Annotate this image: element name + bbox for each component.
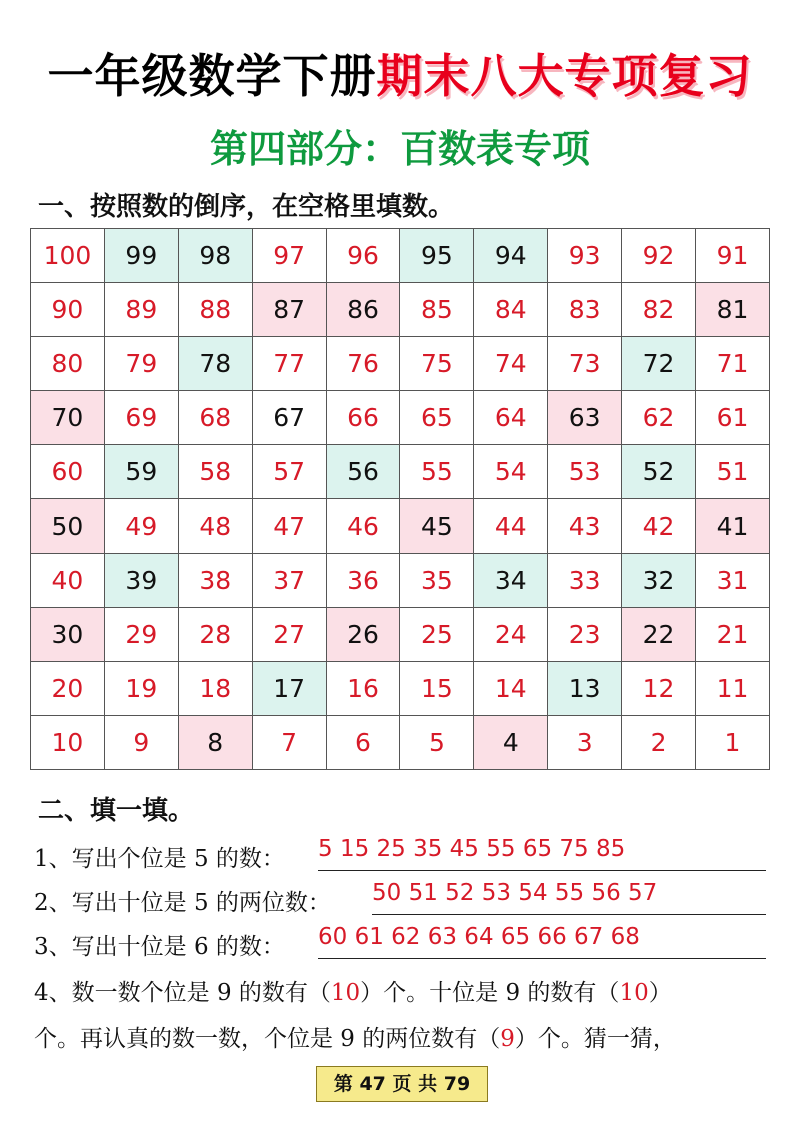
q5-text-2: ）个。猜一猜， <box>514 1026 676 1052</box>
grid-cell: 34 <box>474 553 548 607</box>
grid-cell: 22 <box>622 607 696 661</box>
grid-cell: 82 <box>622 283 696 337</box>
grid-cell: 35 <box>400 553 474 607</box>
title-part1: 一年级数学下册 <box>47 49 377 103</box>
grid-cell: 24 <box>474 607 548 661</box>
grid-cell: 89 <box>104 283 178 337</box>
grid-cell: 4 <box>474 715 548 769</box>
grid-cell: 6 <box>326 715 400 769</box>
grid-cell: 33 <box>548 553 622 607</box>
grid-cell: 94 <box>474 229 548 283</box>
grid-cell: 58 <box>178 445 252 499</box>
grid-cell: 97 <box>252 229 326 283</box>
grid-cell: 66 <box>326 391 400 445</box>
grid-cell: 54 <box>474 445 548 499</box>
grid-cell: 29 <box>104 607 178 661</box>
hundred-chart-table <box>30 228 770 770</box>
section-2-heading: 二、填一填。 <box>38 796 195 826</box>
grid-cell: 19 <box>104 661 178 715</box>
grid-cell: 2 <box>622 715 696 769</box>
grid-cell: 52 <box>622 445 696 499</box>
grid-cell: 98 <box>178 229 252 283</box>
grid-cell: 43 <box>548 499 622 553</box>
grid-cell: 48 <box>178 499 252 553</box>
answer-3: 60 61 62 63 64 65 66 67 68 <box>318 924 766 959</box>
grid-cell: 15 <box>400 661 474 715</box>
grid-cell: 81 <box>696 283 770 337</box>
grid-cell: 99 <box>104 229 178 283</box>
grid-cell: 75 <box>400 337 474 391</box>
grid-cell: 7 <box>252 715 326 769</box>
grid-cell: 88 <box>178 283 252 337</box>
grid-cell: 90 <box>31 283 105 337</box>
grid-row <box>31 445 770 499</box>
grid-cell: 73 <box>548 337 622 391</box>
grid-cell: 42 <box>622 499 696 553</box>
grid-cell: 69 <box>104 391 178 445</box>
section-1-heading: 一、按照数的倒序，在空格里填数。 <box>38 192 455 222</box>
grid-cell: 78 <box>178 337 252 391</box>
question-3: 3、写出十位是 6 的数： <box>34 934 285 960</box>
grid-cell: 74 <box>474 337 548 391</box>
grid-cell: 67 <box>252 391 326 445</box>
grid-cell: 56 <box>326 445 400 499</box>
page-subtitle: 第四部分：百数表专项 <box>209 127 590 171</box>
grid-cell: 55 <box>400 445 474 499</box>
grid-cell: 5 <box>400 715 474 769</box>
page-title <box>0 40 800 106</box>
grid-cell: 38 <box>178 553 252 607</box>
grid-cell: 21 <box>696 607 770 661</box>
grid-cell: 92 <box>622 229 696 283</box>
grid-cell: 13 <box>548 661 622 715</box>
grid-row <box>31 553 770 607</box>
grid-cell: 68 <box>178 391 252 445</box>
grid-cell: 80 <box>31 337 105 391</box>
grid-row <box>31 715 770 769</box>
grid-cell: 70 <box>31 391 105 445</box>
hundred-chart-body <box>31 229 770 770</box>
grid-cell: 45 <box>400 499 474 553</box>
grid-cell: 85 <box>400 283 474 337</box>
grid-cell: 57 <box>252 445 326 499</box>
answer-2: 50 51 52 53 54 55 56 57 <box>372 880 766 915</box>
question-1: 1、写出个位是 5 的数： <box>34 846 285 872</box>
grid-cell: 71 <box>696 337 770 391</box>
grid-cell: 63 <box>548 391 622 445</box>
grid-cell: 1 <box>696 715 770 769</box>
grid-row <box>31 229 770 283</box>
question-2: 2、写出十位是 5 的两位数： <box>34 890 331 916</box>
grid-cell: 36 <box>326 553 400 607</box>
grid-cell: 14 <box>474 661 548 715</box>
grid-cell: 32 <box>622 553 696 607</box>
title-part2: 期末八大专项复习 <box>376 49 753 103</box>
grid-cell: 83 <box>548 283 622 337</box>
grid-cell: 72 <box>622 337 696 391</box>
grid-cell: 59 <box>104 445 178 499</box>
grid-cell: 47 <box>252 499 326 553</box>
grid-cell: 64 <box>474 391 548 445</box>
grid-cell: 31 <box>696 553 770 607</box>
q4-text-2: ）个。十位是 9 的数有（ <box>360 980 620 1006</box>
grid-cell: 28 <box>178 607 252 661</box>
q5-text-1: 个。再认真的数一数，个位是 9 的两位数有（ <box>34 1026 501 1052</box>
grid-row <box>31 607 770 661</box>
grid-cell: 11 <box>696 661 770 715</box>
grid-cell: 95 <box>400 229 474 283</box>
grid-cell: 62 <box>622 391 696 445</box>
grid-cell: 96 <box>326 229 400 283</box>
grid-cell: 8 <box>178 715 252 769</box>
grid-cell: 100 <box>31 229 105 283</box>
grid-cell: 87 <box>252 283 326 337</box>
grid-cell: 77 <box>252 337 326 391</box>
grid-cell: 50 <box>31 499 105 553</box>
grid-cell: 84 <box>474 283 548 337</box>
q5-answer-1: 9 <box>500 1026 515 1052</box>
grid-cell: 16 <box>326 661 400 715</box>
grid-cell: 3 <box>548 715 622 769</box>
question-4 <box>34 974 672 1007</box>
grid-cell: 25 <box>400 607 474 661</box>
grid-cell: 30 <box>31 607 105 661</box>
grid-cell: 20 <box>31 661 105 715</box>
grid-row <box>31 661 770 715</box>
grid-cell: 26 <box>326 607 400 661</box>
grid-cell: 93 <box>548 229 622 283</box>
question-4-continued <box>34 1020 676 1053</box>
grid-cell: 37 <box>252 553 326 607</box>
grid-cell: 79 <box>104 337 178 391</box>
q4-text-3: ） <box>648 980 672 1006</box>
grid-cell: 12 <box>622 661 696 715</box>
grid-cell: 39 <box>104 553 178 607</box>
grid-cell: 10 <box>31 715 105 769</box>
grid-cell: 91 <box>696 229 770 283</box>
answer-1: 5 15 25 35 45 55 65 75 85 <box>318 836 766 871</box>
q4-answer-1: 10 <box>330 980 361 1006</box>
grid-row <box>31 499 770 553</box>
grid-cell: 51 <box>696 445 770 499</box>
grid-cell: 46 <box>326 499 400 553</box>
grid-cell: 86 <box>326 283 400 337</box>
q4-answer-2: 10 <box>619 980 649 1006</box>
grid-cell: 9 <box>104 715 178 769</box>
grid-row <box>31 283 770 337</box>
grid-cell: 76 <box>326 337 400 391</box>
grid-cell: 44 <box>474 499 548 553</box>
grid-cell: 23 <box>548 607 622 661</box>
grid-cell: 65 <box>400 391 474 445</box>
q4-text-1: 4、数一数个位是 9 的数有（ <box>34 980 331 1006</box>
grid-cell: 18 <box>178 661 252 715</box>
grid-row <box>31 337 770 391</box>
grid-row <box>31 391 770 445</box>
grid-cell: 60 <box>31 445 105 499</box>
grid-cell: 49 <box>104 499 178 553</box>
page-number-footer: 第 47 页 共 79 <box>316 1066 488 1102</box>
grid-cell: 53 <box>548 445 622 499</box>
grid-cell: 17 <box>252 661 326 715</box>
grid-cell: 41 <box>696 499 770 553</box>
grid-cell: 27 <box>252 607 326 661</box>
grid-cell: 40 <box>31 553 105 607</box>
grid-cell: 61 <box>696 391 770 445</box>
